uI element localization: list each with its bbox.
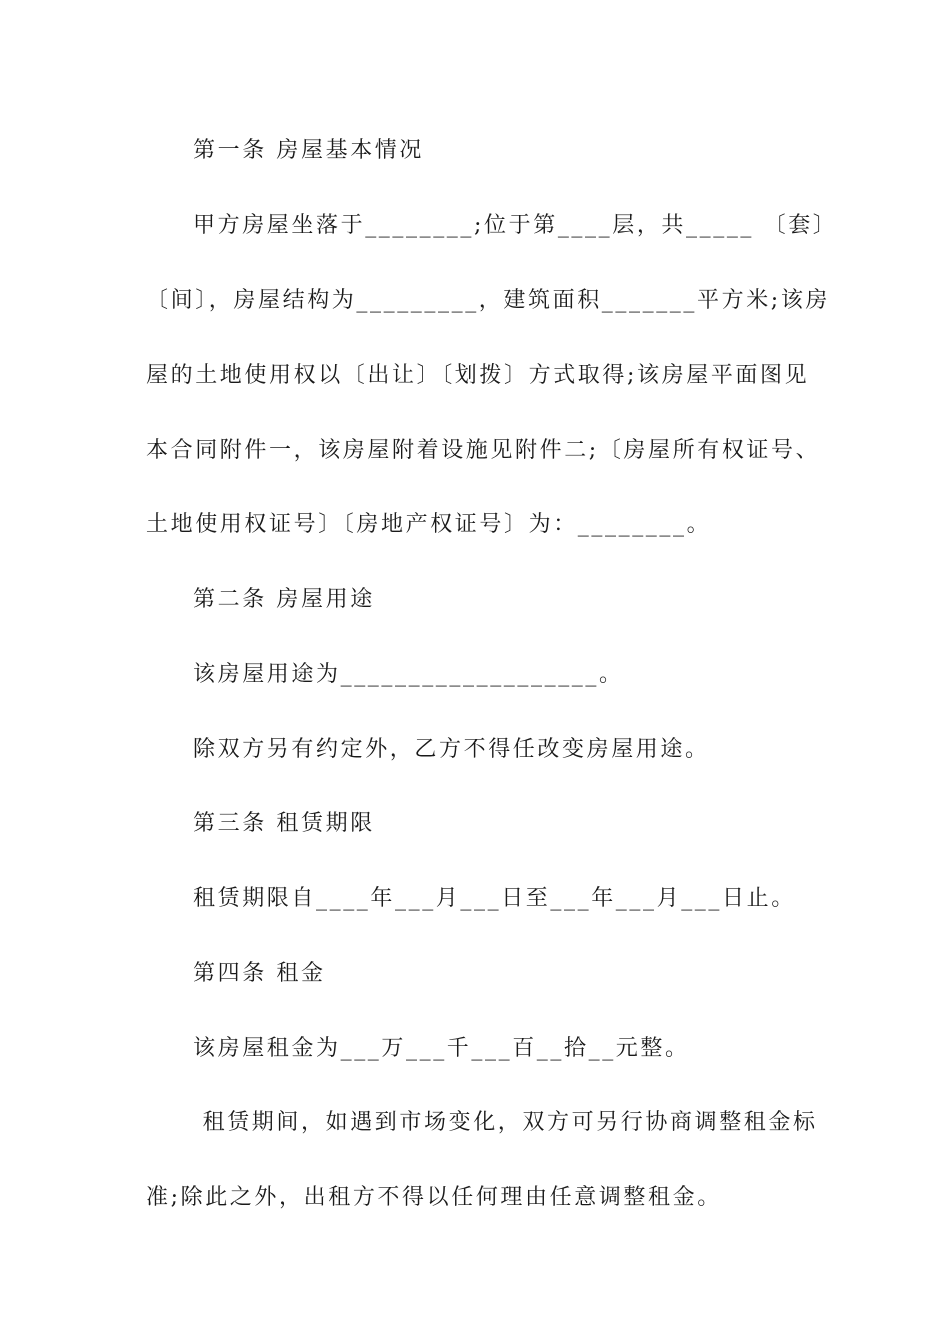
article-2-heading: 第二条 房屋用途: [193, 587, 375, 612]
article-4-text-line-2: 租赁期间，如遇到市场变化，双方可另行协商调整租金标: [193, 1110, 818, 1135]
article-1-text-line-2: 〔间〕，房屋结构为_________，建筑面积_______平方米;该房: [146, 288, 831, 313]
article-3-text-line-1: 租赁期限自____年___月___日至___年___月___日止。: [193, 886, 796, 911]
article-1-text-line-4: 本合同附件一，该房屋附着设施见附件二;〔房屋所有权证号、: [146, 438, 821, 463]
article-1-text-line-5: 土地使用权证号〕〔房地产权证号〕为：________。: [146, 512, 712, 537]
article-3-heading: 第三条 租赁期限: [193, 811, 375, 836]
article-1-heading: 第一条 房屋基本情况: [193, 138, 424, 163]
article-4-heading: 第四条 租金: [193, 961, 326, 986]
article-1-text-line-1: 甲方房屋坐落于________;位于第____层，共_____ 〔套〕: [193, 213, 838, 238]
article-1-text-line-3: 屋的土地使用权以〔出让〕〔划拨〕方式取得;该房屋平面图见: [146, 363, 810, 388]
article-2-text-line-2: 除双方另有约定外，乙方不得任改变房屋用途。: [193, 737, 710, 762]
article-4-text-line-3: 准;除此之外，出租方不得以任何理由任意调整租金。: [146, 1185, 722, 1210]
article-2-text-line-1: 该房屋用途为___________________。: [193, 662, 624, 687]
article-4-text-line-1: 该房屋租金为___万___千___百__拾__元整。: [193, 1036, 690, 1061]
